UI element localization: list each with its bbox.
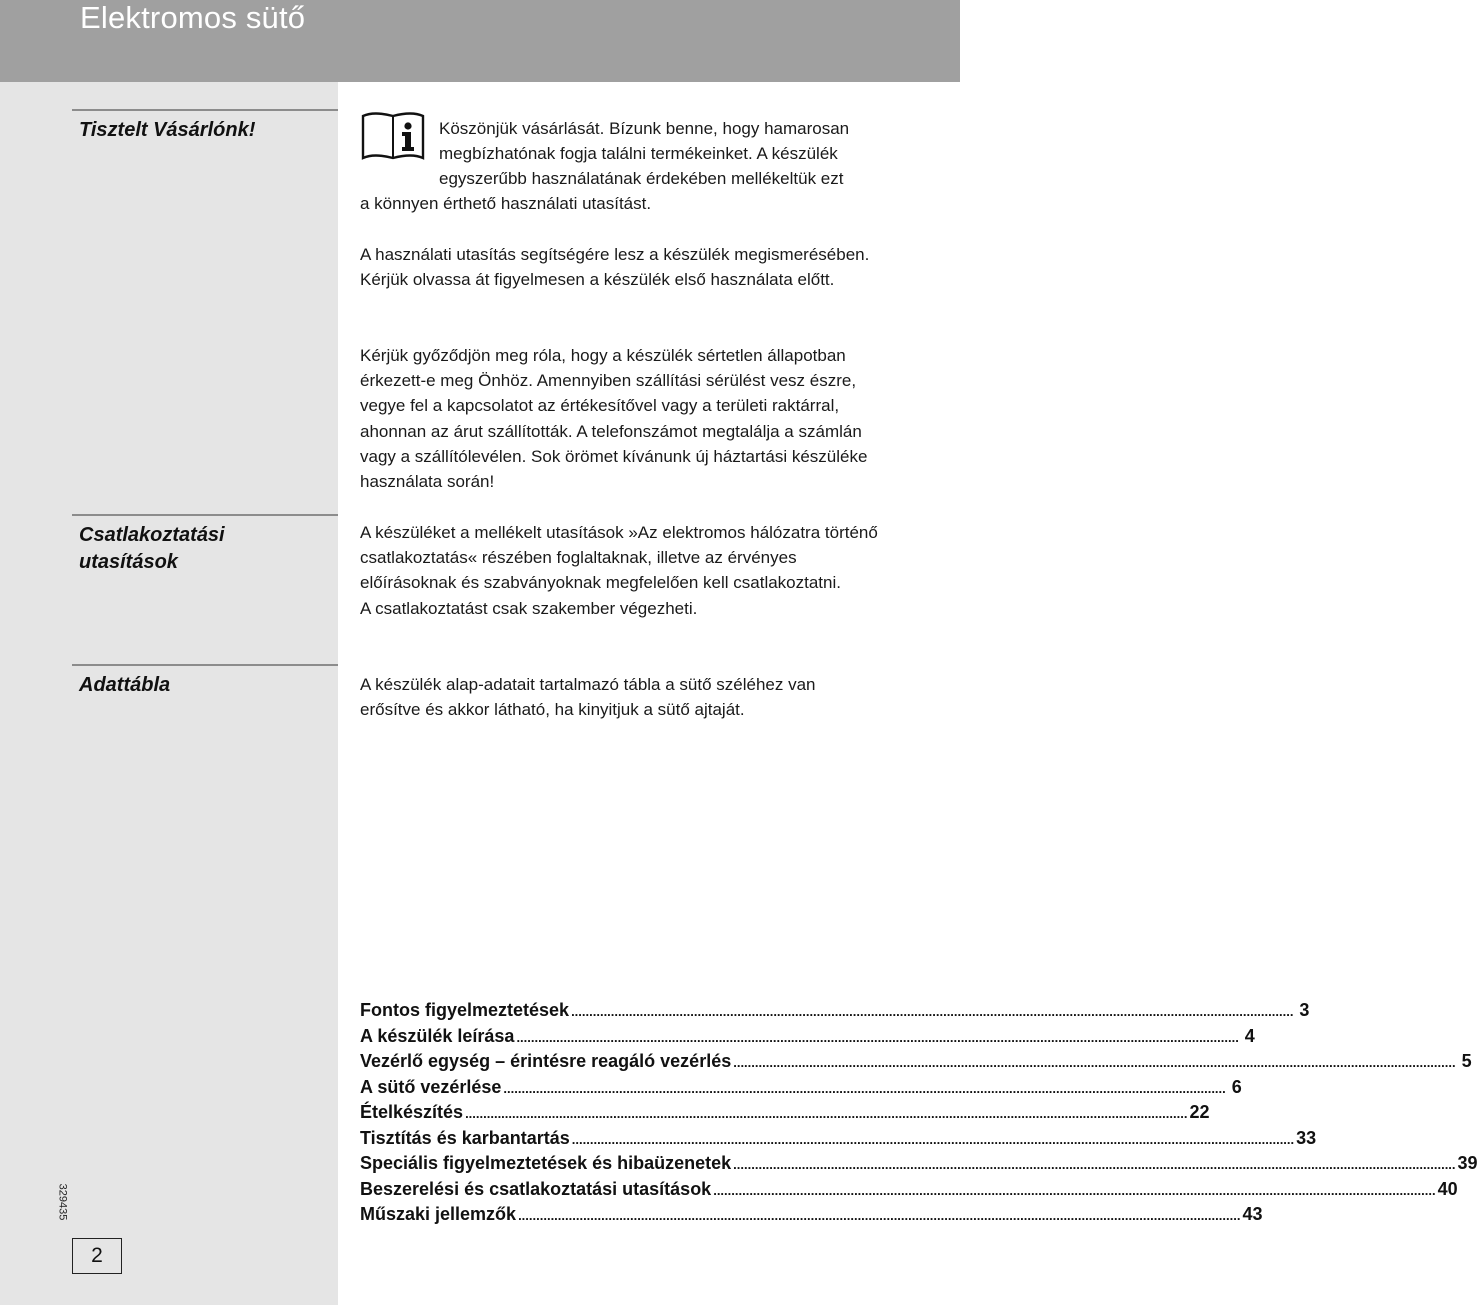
toc-entry-page: 4 — [1244, 1025, 1255, 1046]
toc-entry-title: Fontos figyelmeztetések — [360, 1000, 570, 1020]
page-title: Elektromos sütő — [80, 0, 306, 35]
toc-leader-dots: ........................................................................................................................................................................................................ — [516, 1029, 1239, 1045]
toc-entry-page: 40 — [1437, 1178, 1458, 1199]
toc-leader-dots: ........................................................................................................................................................................................................ — [733, 1157, 1456, 1172]
paragraph-delivery-check: Kérjük győződjön meg róla, hogy a készülék sértetlen állapotban érkezett-e meg Önhöz. Amennyiben szállítási sérülést vesz észre, vegye fel a kapcsolatot az értékesítővel vagy a területi raktárral, ahonnan az árut szállították. A telefonszámot megtalálja a számlán vagy a szállítólevélen. Sok örömet kívánunk új háztartási készüléke használata során! — [360, 346, 868, 492]
serial-number: 329435 — [56, 1183, 69, 1221]
toc-entry-title: Műszaki jellemzők — [360, 1204, 517, 1224]
toc-leader-dots: ........................................................................................................................................................................................................ — [503, 1080, 1226, 1096]
toc-entry-page: 33 — [1296, 1127, 1317, 1148]
heading-connection-instructions: Csatlakoztatási utasítások — [72, 514, 338, 576]
toc-entry-title: Speciális figyelmeztetések és hibaüzenetek — [360, 1153, 732, 1173]
intro-last-line: a könnyen érthető használati utasítást. — [360, 194, 652, 213]
toc-entry-title: A készülék leírása — [360, 1025, 515, 1046]
toc-entry-title: Tisztítás és karbantartás — [360, 1127, 570, 1148]
toc-leader-dots: ........................................................................................................................................................................................................ — [465, 1106, 1188, 1121]
toc-entry[interactable] — [360, 1178, 1458, 1205]
paragraph-connection: A készüléket a mellékelt utasítások »Az elektromos hálózatra történő csatlakoztatás« részében foglaltaknak, illetve az érvényes előírásoknak és szabványoknak megfelelően kell csatlakoztatni. A csatlakoztatást csak szakember végezheti. — [360, 523, 878, 618]
toc-leader-dots: ........................................................................................................................................................................................................ — [733, 1055, 1456, 1070]
toc-entry[interactable] — [360, 1102, 1210, 1128]
toc-entry[interactable] — [360, 1153, 1478, 1179]
paragraph-manual-help: A használati utasítás segítségére lesz a készülék megismerésében. Kérjük olvassa át figyelmesen a készülék első használata előtt. — [360, 245, 870, 290]
paragraph-rating-plate: A készülék alap-adatait tartalmazó tábla a sütő széléhez van erősítve és akkor látható, ha kinyitjuk a sütő ajtaját. — [360, 675, 816, 720]
toc-entry-page: 39 — [1457, 1153, 1478, 1173]
heading-dear-customer: Tisztelt Vásárlónk! — [72, 109, 338, 144]
table-of-contents — [360, 1000, 1478, 1230]
toc-entry-title: Ételkészítés — [360, 1102, 464, 1122]
heading-rating-plate: Adattábla — [72, 664, 338, 699]
page-number: 2 — [72, 1238, 122, 1274]
toc-entry[interactable] — [360, 1000, 1310, 1026]
toc-entry[interactable] — [360, 1025, 1255, 1052]
toc-entry-page: 5 — [1461, 1051, 1472, 1071]
info-book-icon — [360, 110, 426, 162]
toc-entry-title: Beszerelési és csatlakoztatási utasítások — [360, 1178, 712, 1199]
toc-leader-dots: ........................................................................................................................................................................................................ — [713, 1182, 1436, 1198]
toc-entry-page: 43 — [1242, 1204, 1263, 1224]
toc-entry-page: 22 — [1189, 1102, 1210, 1122]
toc-entry-title: Vezérlő egység – érintésre reagáló vezérlés — [360, 1051, 732, 1071]
toc-entry-title: A sütő vezérlése — [360, 1076, 502, 1097]
toc-entry[interactable] — [360, 1127, 1317, 1154]
header-bar — [0, 0, 960, 82]
toc-entry[interactable] — [360, 1051, 1472, 1077]
toc-entry-page: 3 — [1299, 1000, 1310, 1020]
intro-lines: Köszönjük vásárlását. Bízunk benne, hogy hamarosan megbízhatónak fogja találni termékeinket. A készülék egyszerűbb használatának érdekében mellékeltük ezt — [439, 119, 850, 189]
toc-leader-dots: ........................................................................................................................................................................................................ — [518, 1208, 1241, 1223]
toc-entry-page: 6 — [1231, 1076, 1242, 1097]
toc-entry[interactable] — [360, 1076, 1242, 1103]
toc-leader-dots: ........................................................................................................................................................................................................ — [571, 1004, 1294, 1019]
toc-leader-dots: ........................................................................................................................................................................................................ — [571, 1131, 1295, 1147]
toc-entry[interactable] — [360, 1204, 1263, 1230]
